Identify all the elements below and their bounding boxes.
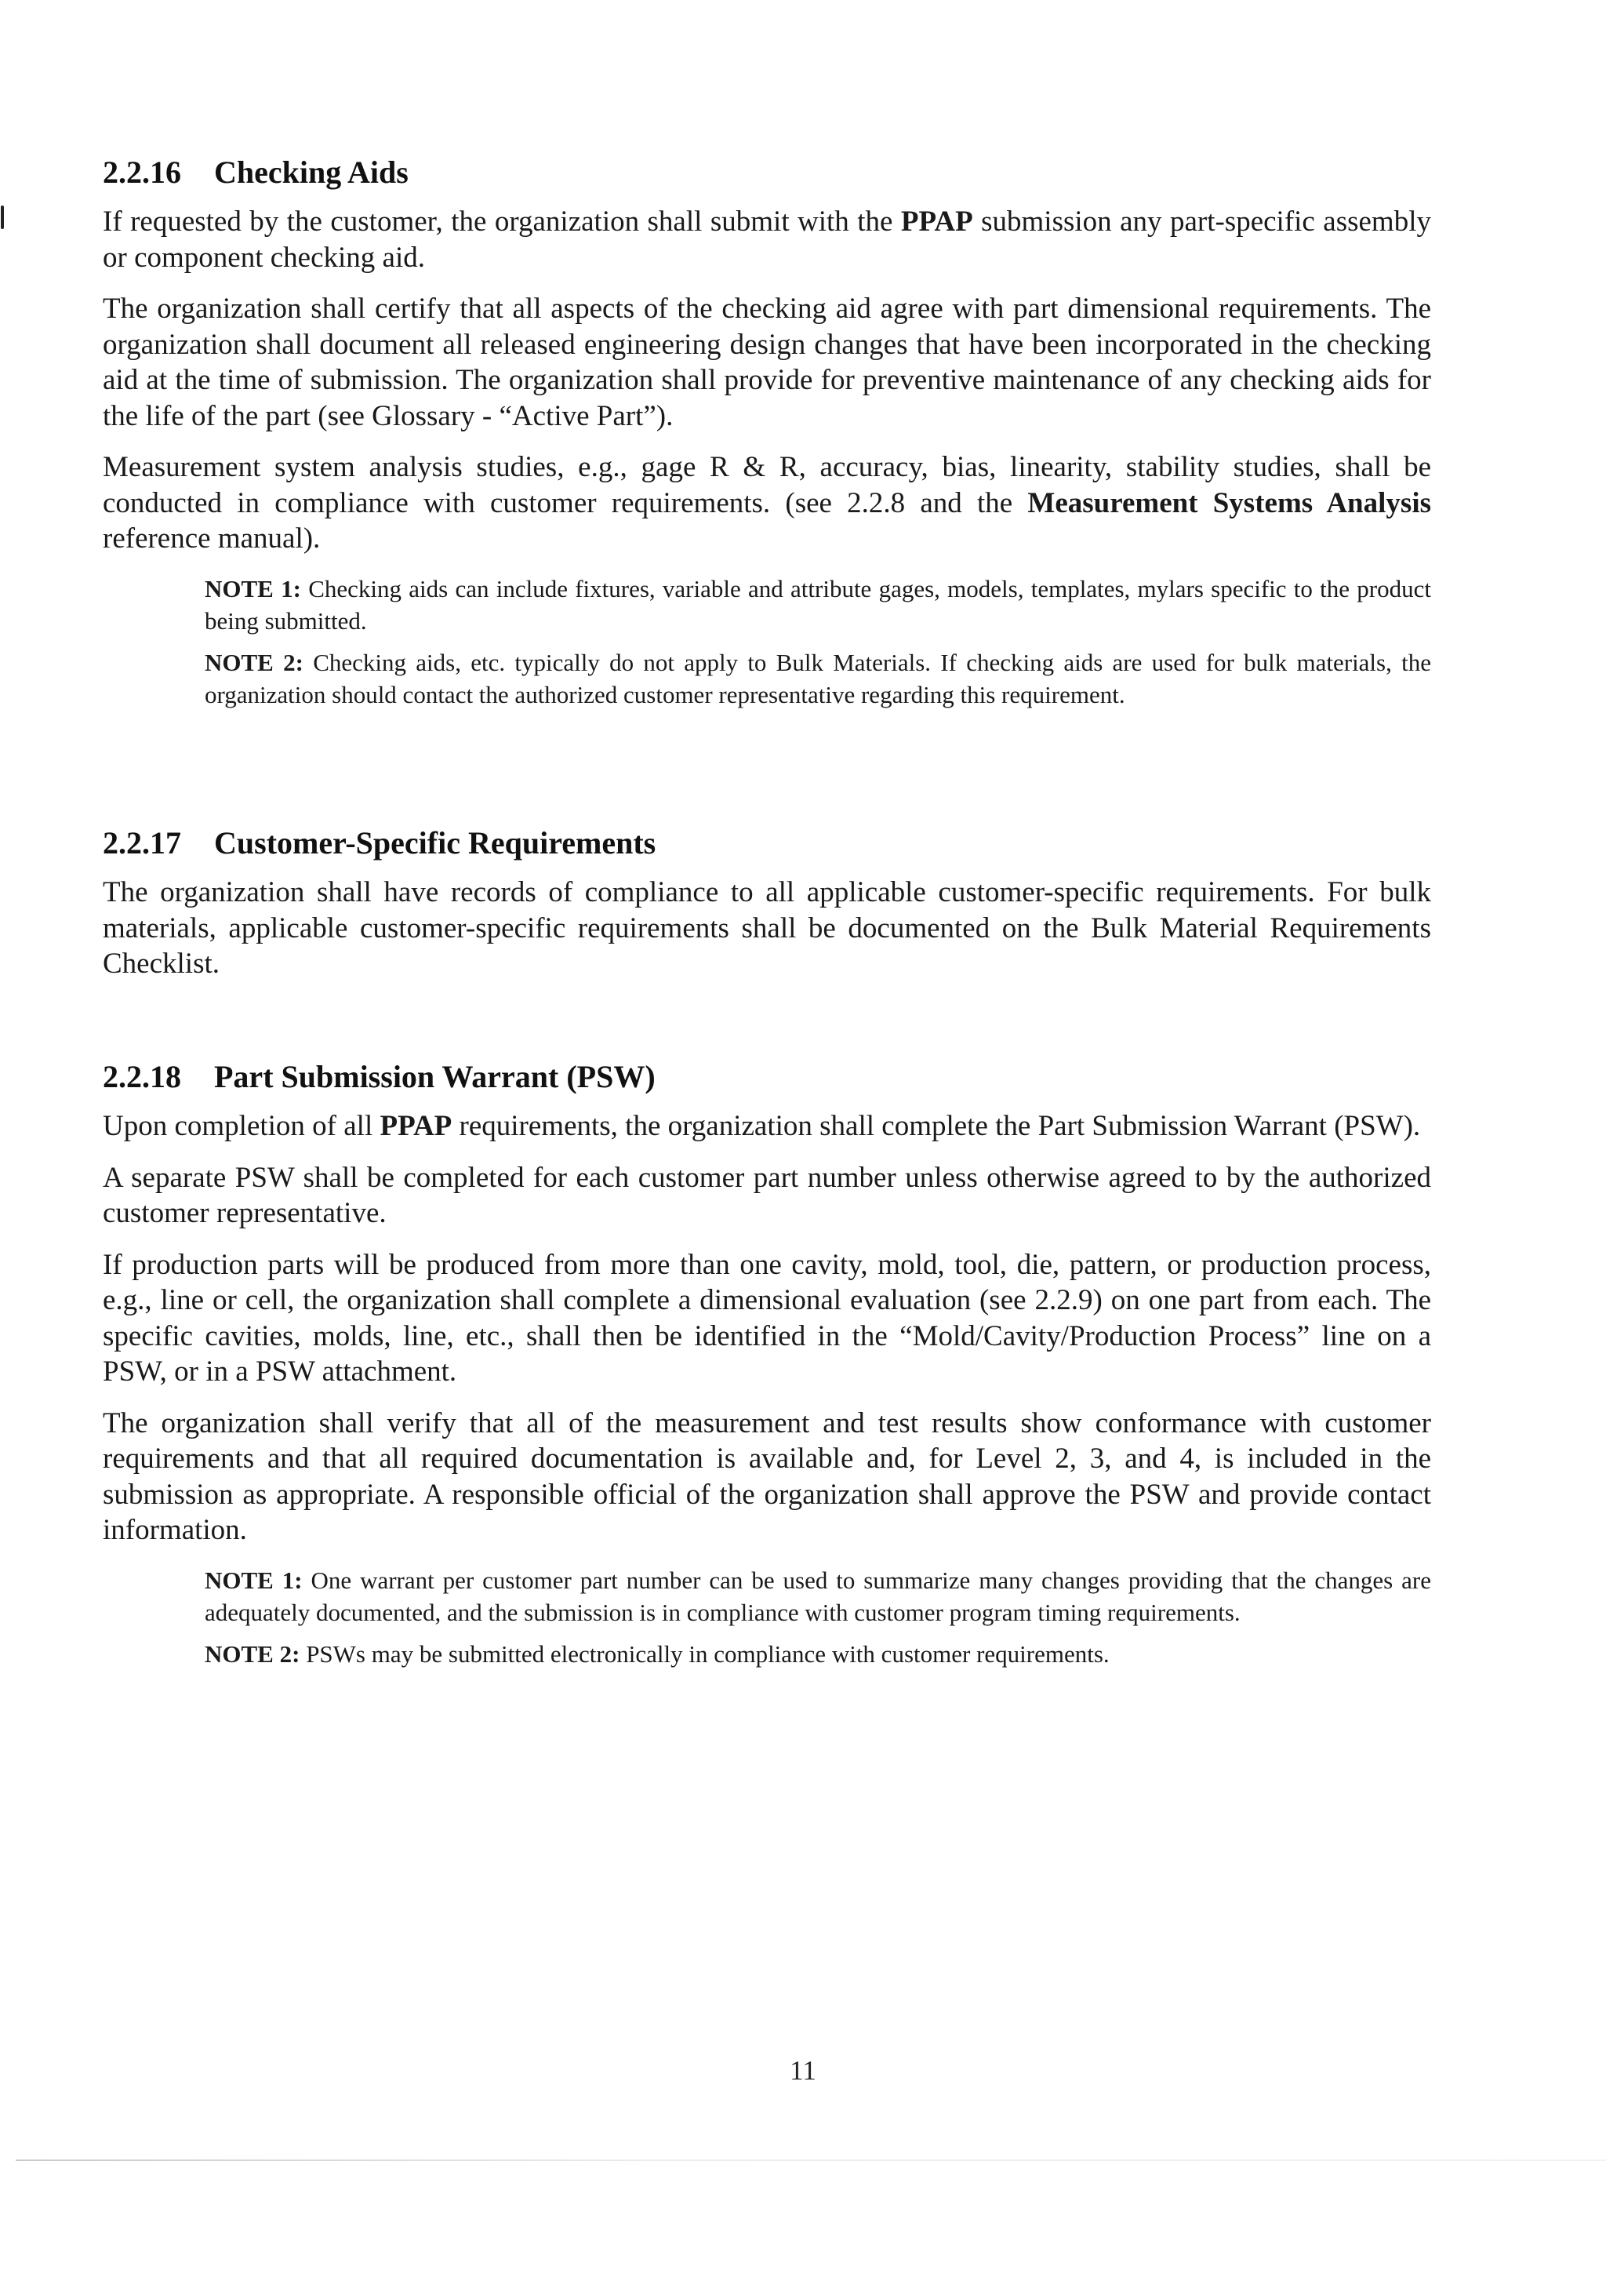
paragraph-bold-text: PPAP [900, 206, 973, 238]
section-heading [103, 824, 1431, 862]
paragraph-bold-text: PPAP [380, 1110, 452, 1142]
paragraph-text: Measurement system analysis studies, e.g., gage R & R, accuracy, bias, linearity, stability studies, shall be conducted in compliance with customer requirements. (see 2.2.8 and the [103, 451, 1431, 519]
note-text: Checking aids, etc. typically do not apply to Bulk Materials. If checking aids are used for bulk materials, the organization should contact the authorized customer representative regarding this requirement. [205, 648, 1431, 708]
section-title: Checking Aids [214, 155, 409, 190]
section-heading [103, 154, 1431, 191]
paragraph-text: Upon completion of all [103, 1110, 380, 1142]
paragraph [103, 449, 1431, 557]
paragraph [103, 1160, 1431, 1232]
paragraph-text: The organization shall verify that all of the measurement and test results show conformance with customer requirements and that all required documentation is available and, for Level 2, 3, and 4, is included in the submission as appropriate. A responsible official of the organization shall approve the PSW and provide contact information. [103, 1406, 1431, 1546]
section-number: 2.2.17 [103, 825, 181, 861]
section-number: 2.2.18 [103, 1059, 181, 1094]
section-title: Customer-Specific Requirements [214, 825, 656, 861]
paragraph-text: submission any part-specific assembly or component checking aid. [103, 206, 1431, 274]
paragraph [103, 1108, 1431, 1144]
paragraph-text: reference manual). [103, 522, 321, 555]
note-text: Checking aids can include fixtures, variable and attribute gages, models, templates, mylars specific to the product being submitted. [205, 574, 1431, 635]
paragraph [103, 875, 1431, 982]
note [205, 1564, 1431, 1628]
paragraph [103, 1406, 1431, 1548]
section-heading [103, 1058, 1431, 1096]
paragraph-text: If production parts will be produced from more than one cavity, mold, tool, die, pattern, or production process, e.g., line or cell, the organization shall complete a dimensional evaluation (see 2.2.9) on one part from each. The specific cavities, molds, line, etc., shall then be identified in the “Mold/Cavity/Production Process” line on a PSW, or in a PSW attachment. [103, 1248, 1431, 1388]
paragraph-text: The organization shall have records of compliance to all applicable customer-specific requirements. For bulk materials, applicable customer-specific requirements shall be documented on the Bulk Material Requirements Checklist. [103, 876, 1431, 980]
section-title: Part Submission Warrant (PSW) [214, 1059, 656, 1094]
paragraph-text: The organization shall certify that all aspects of the checking aid agree with part dimensional requirements. The organization shall document all released engineering design changes that have been incorporated in the checking aid at the time of submission. The organization shall provide for preventive maintenance of any checking aids for the life of the part (see Glossary - “Active Part”). [103, 293, 1431, 432]
paragraph [103, 1247, 1431, 1390]
note [205, 573, 1431, 637]
note-label: NOTE 1: [205, 574, 301, 602]
paragraph-text: A separate PSW shall be completed for each customer part number unless otherwise agreed to by the authorized customer representative. [103, 1161, 1431, 1229]
section-2-2-18 [103, 1058, 1431, 1679]
note [205, 1638, 1431, 1670]
section-2-2-17 [103, 824, 1431, 998]
scan-edge-mark [1, 206, 4, 229]
paragraph [103, 291, 1431, 434]
note-text: One warrant per customer part number can be used to summarize many changes providing that the changes are adequately documented, and the submission is in compliance with customer program timing requirements. [205, 1566, 1431, 1626]
section-number: 2.2.16 [103, 155, 181, 190]
section-2-2-16 [103, 154, 1431, 720]
note-label: NOTE 2: [205, 648, 303, 676]
paragraph-text: If requested by the customer, the organization shall submit with the [103, 206, 901, 238]
paragraph-bold-text: Measurement Systems Analysis [1027, 486, 1431, 519]
paragraph [103, 204, 1431, 275]
note [205, 646, 1431, 711]
paragraph-text: requirements, the organization shall complete the Part Submission Warrant (PSW). [452, 1110, 1421, 1142]
note-text: PSWs may be submitted electronically in compliance with customer requirements. [300, 1639, 1110, 1668]
note-label: NOTE 1: [205, 1566, 303, 1594]
scan-artifact-line [16, 2160, 1606, 2161]
note-label: NOTE 2: [205, 1639, 300, 1668]
page-number: 11 [790, 2055, 816, 2086]
